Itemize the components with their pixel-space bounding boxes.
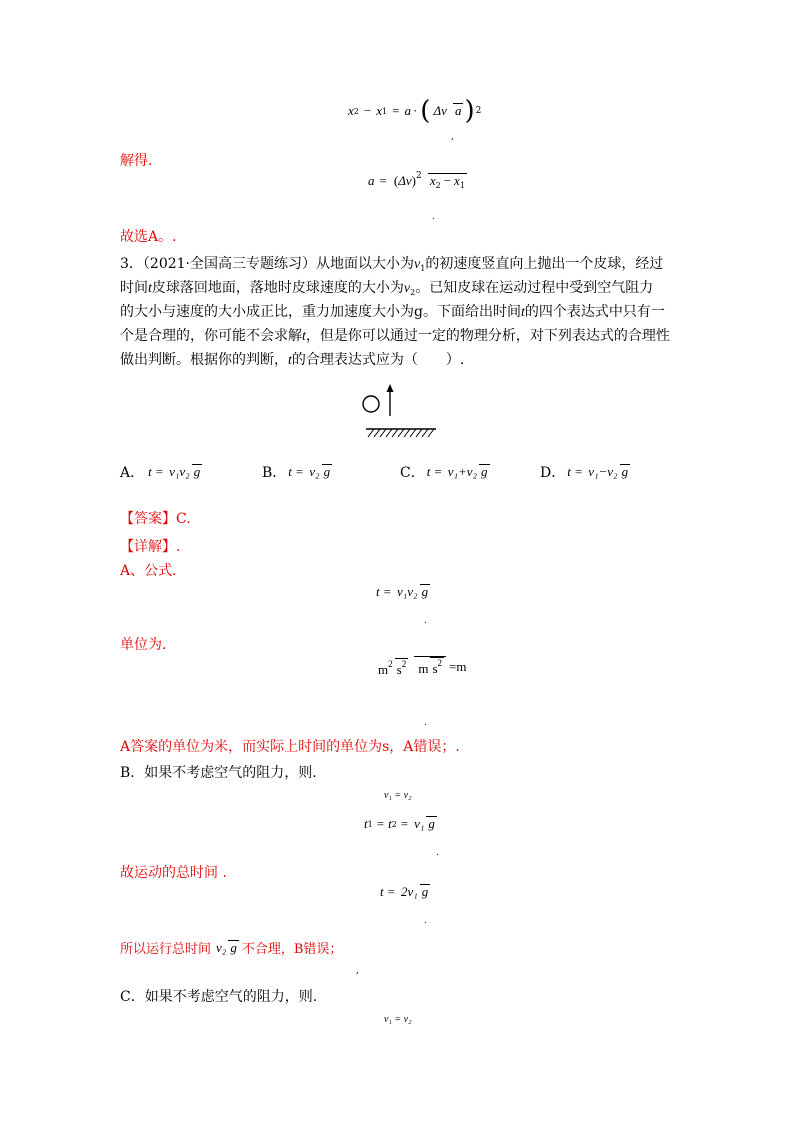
- detail-label: 【详解】.: [120, 539, 181, 555]
- ground-hatching: [368, 429, 434, 437]
- option-b[interactable]: B． t = v₂ g: [262, 464, 331, 481]
- equation-t-option-a: t = v₁v₂ g: [376, 584, 429, 599]
- question-line-2: 时间t皮球落回地面，落地时皮球速度的大小为$v_2$。已知皮球在运动过程中受到空气阻力: [120, 280, 654, 297]
- text-c-small-eq: v₁ = v₂: [384, 1014, 412, 1025]
- text-answer-choice-a: 故选A。.: [120, 229, 177, 245]
- arrow-head: [387, 384, 394, 392]
- question-line-1: 3．（2021·全国高三专题练习）从地面以大小为$v_1$的初速度竖直向上抛出一个皮球，经过: [120, 256, 664, 273]
- option-d[interactable]: D． t = v₁−v₂ g: [540, 464, 629, 481]
- option-c[interactable]: C． t = v₁+v₂ g: [400, 464, 488, 481]
- fraction-dv-over-a: Δv a: [433, 103, 462, 118]
- equation-t-total: t = 2v₁ g: [380, 884, 429, 899]
- text-c-line: C．如果不考虑空气的阻力，则.: [120, 989, 318, 1005]
- text-b-line: B．如果不考虑空气的阻力，则.: [120, 765, 317, 781]
- text-jiede: 解得.: [120, 153, 153, 169]
- text-total-time: 故运动的总时间 .: [120, 865, 227, 881]
- text-a-wrong: A答案的单位为米，而实际上时间的单位为s，A错误；.: [120, 739, 460, 755]
- equation-displacement: x 2 − x 1 = a · ( Δv a ) 2: [348, 96, 482, 126]
- question-line-3: 的大小与速度的大小成正比，重力加速度大小为g。下面给出时间t的四个表达式中只有一: [120, 304, 665, 320]
- ball-figure: [360, 384, 444, 448]
- option-a[interactable]: A． t = v₁v₂ g: [120, 464, 201, 481]
- question-line-5: 做出判断。根据你的判断，t的合理表达式应为（ ）.: [120, 352, 465, 368]
- text-a-formula: A、公式.: [120, 563, 177, 579]
- text-unit-for: 单位为.: [120, 637, 167, 653]
- ball-circle: [363, 396, 379, 412]
- text-b-wrong: 所以运行总时间 v₂ g 不合理，B错误；: [120, 939, 343, 957]
- answer-label: 【答案】C.: [120, 511, 191, 527]
- text-b-small-eq: v₁ = v₂: [384, 790, 412, 801]
- equation-unit: m2 s2 m s2 =m: [378, 658, 467, 677]
- equation-acceleration: a = (Δv)2 x2 − x1: [368, 171, 465, 190]
- question-line-4: 个是合理的，你可能不会求解t，但是你可以通过一定的物理分析，对下列表达式的合理性: [120, 328, 670, 344]
- equation-t1: t 1 = t 2 = v₁ g: [364, 816, 435, 831]
